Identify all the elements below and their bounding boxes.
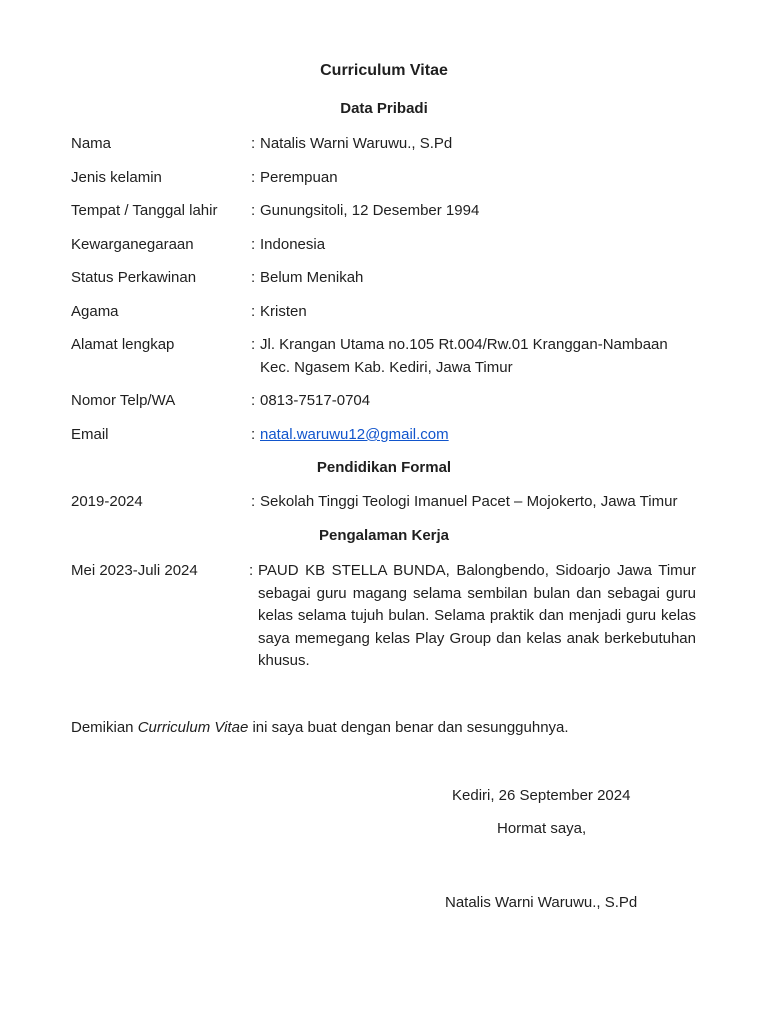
experience-description: PAUD KB STELLA BUNDA, Balongbendo, Sidoarjo Jawa Timur sebagai guru magang selama sembilan bulan dan sebagai guru kelas selama tujuh bulan. Selama praktik dan menjadi guru kelas saya memegang kelas Play Group dan kelas anak berkebutuhan khusus.	[258, 562, 696, 669]
colon: :	[251, 493, 256, 510]
value-kewarganegaraan: Indonesia	[260, 236, 326, 253]
colon: :	[251, 169, 256, 186]
label-nomor-telp: Nomor Telp/WA	[71, 392, 176, 409]
label-tempat-tanggal-lahir: Tempat / Tanggal lahir	[71, 202, 218, 219]
label-status-perkawinan: Status Perkawinan	[71, 269, 197, 286]
closing-suffix: ini saya buat dengan benar dan sesungguhnya.	[248, 719, 569, 736]
email-link[interactable]: natal.waruwu12@gmail.com	[260, 426, 449, 443]
experience-period: Mei 2023-Juli 2024	[71, 562, 198, 579]
colon: :	[251, 426, 256, 443]
colon: :	[251, 202, 256, 219]
label-jenis-kelamin: Jenis kelamin	[71, 169, 162, 186]
colon: :	[251, 303, 256, 320]
signature-name: Natalis Warni Waruwu., S.Pd	[445, 894, 638, 911]
education-heading: Pendidikan Formal	[316, 459, 452, 476]
education-value: Sekolah Tinggi Teologi Imanuel Pacet – Mojokerto, Jawa Timur	[260, 493, 678, 510]
colon: :	[249, 562, 254, 579]
label-agama: Agama	[71, 303, 119, 320]
label-nama: Nama	[71, 135, 112, 152]
value-agama: Kristen	[260, 303, 307, 320]
value-alamat-line1: Jl. Krangan Utama no.105 Rt.004/Rw.01 Kranggan-Nambaan	[260, 336, 668, 353]
education-period: 2019-2024	[71, 493, 143, 510]
personal-data-heading: Data Pribadi	[340, 100, 428, 117]
value-status-perkawinan: Belum Menikah	[260, 269, 364, 286]
label-kewarganegaraan: Kewarganegaraan	[71, 236, 194, 253]
colon: :	[251, 269, 256, 286]
signature-greeting: Hormat saya,	[497, 820, 587, 837]
value-nama: Natalis Warni Waruwu., S.Pd	[260, 135, 453, 152]
signature-place-date: Kediri, 26 September 2024	[452, 787, 631, 804]
label-email: Email	[71, 426, 109, 443]
label-alamat: Alamat lengkap	[71, 336, 175, 353]
value-tempat-tanggal-lahir: Gunungsitoli, 12 Desember 1994	[260, 202, 480, 219]
experience-heading: Pengalaman Kerja	[318, 527, 450, 544]
closing-statement	[71, 719, 569, 737]
closing-prefix: Demikian	[71, 719, 138, 736]
colon: :	[251, 392, 256, 409]
document-title: Curriculum Vitae	[320, 62, 448, 79]
colon: :	[251, 135, 256, 152]
closing-italic: Curriculum Vitae	[137, 719, 249, 736]
value-nomor-telp: 0813-7517-0704	[260, 392, 371, 409]
value-jenis-kelamin: Perempuan	[260, 169, 338, 186]
colon: :	[251, 336, 256, 353]
colon: :	[251, 236, 256, 253]
value-alamat-line2: Kec. Ngasem Kab. Kediri, Jawa Timur	[260, 359, 513, 376]
